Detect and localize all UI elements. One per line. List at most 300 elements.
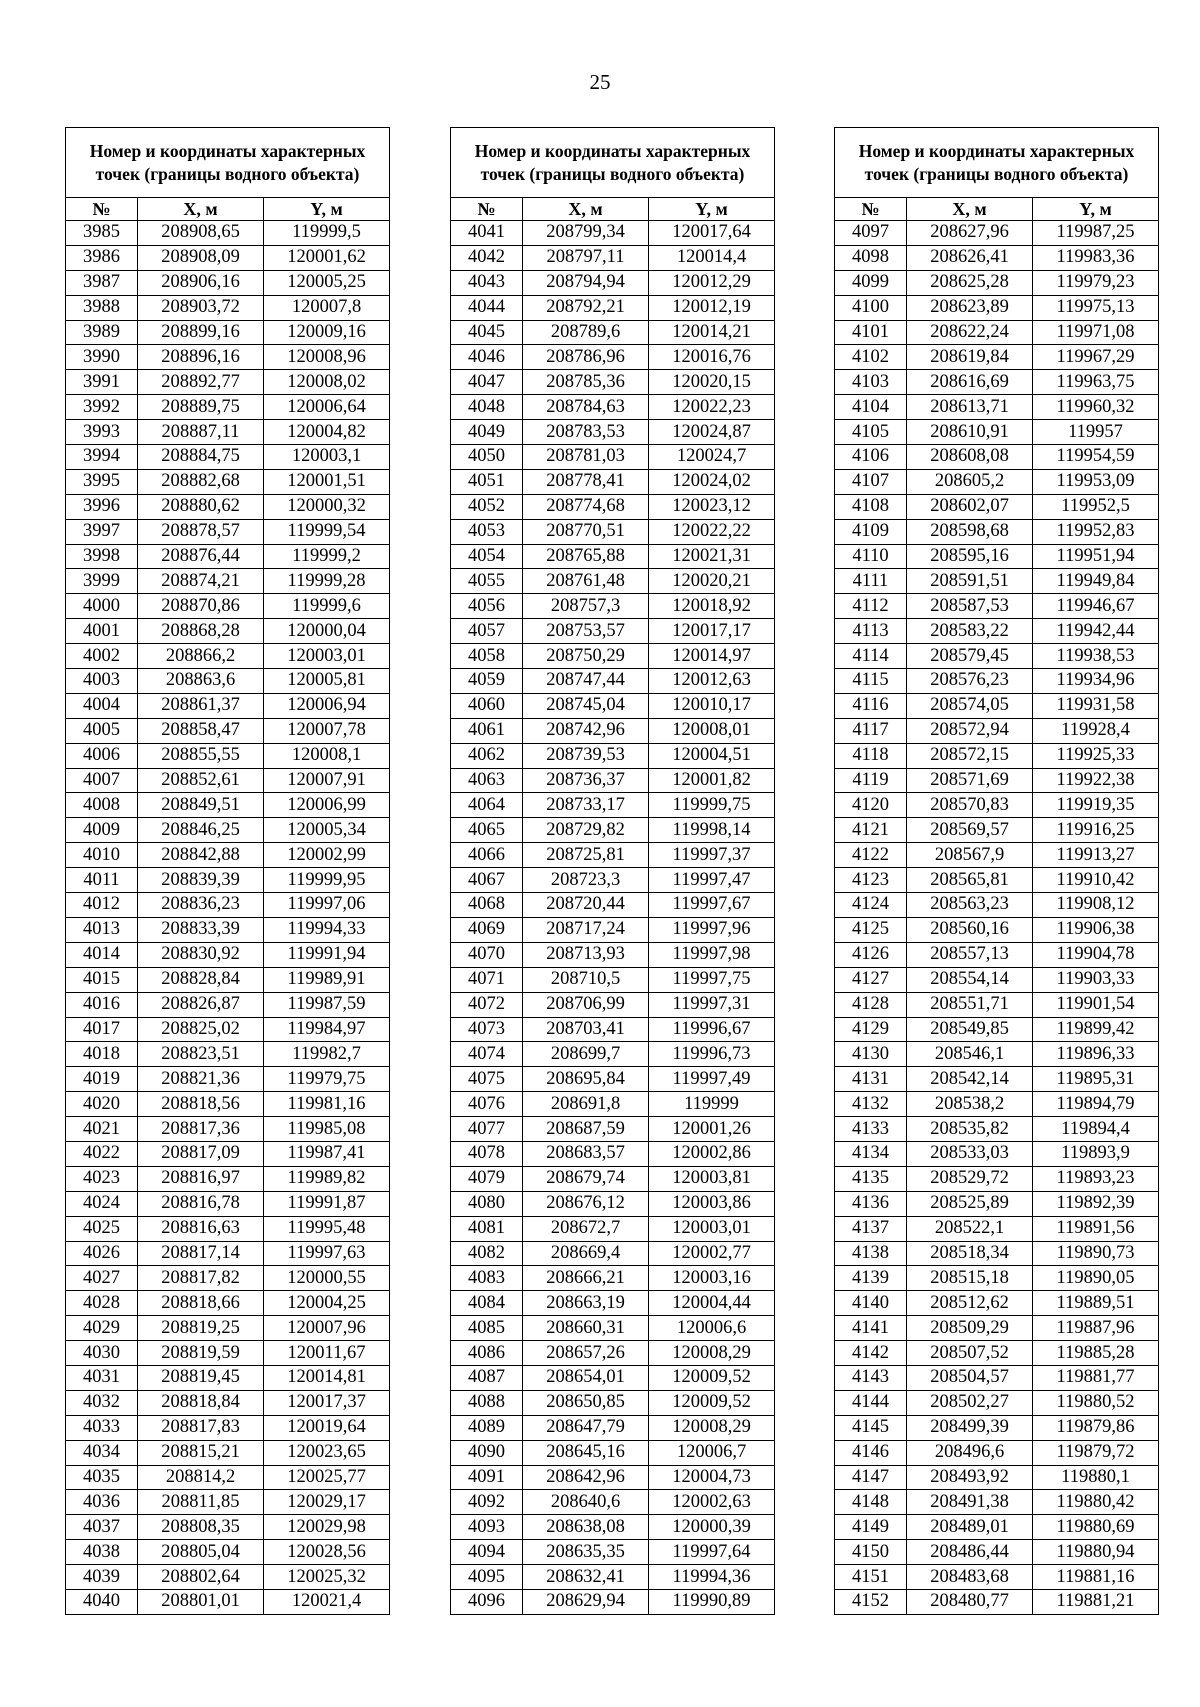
- cell-point-number: 4037: [66, 1515, 138, 1540]
- cell-point-number: 4042: [451, 245, 523, 270]
- cell-y: 119999,54: [264, 519, 390, 544]
- cell-point-number: 4137: [835, 1216, 907, 1241]
- table-row: [451, 544, 775, 569]
- table-row: [835, 967, 1159, 992]
- cell-point-number: 4145: [835, 1415, 907, 1440]
- cell-y: 120020,15: [649, 370, 775, 395]
- cell-point-number: 4023: [66, 1166, 138, 1191]
- cell-y: 119880,1: [1033, 1465, 1159, 1490]
- cell-x: 208654,01: [523, 1365, 649, 1390]
- cell-y: 119899,42: [1033, 1017, 1159, 1042]
- cell-y: 120006,7: [649, 1440, 775, 1465]
- table-row: [835, 1565, 1159, 1590]
- cell-x: 208570,83: [907, 793, 1033, 818]
- cell-x: 208799,34: [523, 221, 649, 246]
- table-row: [835, 917, 1159, 942]
- table-row: [66, 1589, 390, 1614]
- cell-x: 208660,31: [523, 1316, 649, 1341]
- table-body: [451, 221, 775, 1615]
- cell-y: 119983,36: [1033, 245, 1159, 270]
- cell-x: 208786,96: [523, 345, 649, 370]
- cell-y: 119880,52: [1033, 1390, 1159, 1415]
- cell-x: 208736,37: [523, 768, 649, 793]
- cell-point-number: 3993: [66, 420, 138, 445]
- cell-x: 208880,62: [138, 494, 264, 519]
- cell-y: 119985,08: [264, 1117, 390, 1142]
- table-row: [835, 1216, 1159, 1241]
- coordinates-table-2: [450, 127, 775, 1615]
- cell-point-number: 4021: [66, 1117, 138, 1142]
- cell-y: 120005,25: [264, 270, 390, 295]
- cell-y: 120003,81: [649, 1166, 775, 1191]
- cell-y: 120024,02: [649, 469, 775, 494]
- cell-x: 208802,64: [138, 1565, 264, 1590]
- table-row: [835, 644, 1159, 669]
- table-row: [451, 1465, 775, 1490]
- table-row: [835, 619, 1159, 644]
- cell-y: 119989,82: [264, 1166, 390, 1191]
- table-row: [835, 992, 1159, 1017]
- table-row: [66, 1515, 390, 1540]
- cell-y: 119928,4: [1033, 718, 1159, 743]
- cell-point-number: 4074: [451, 1042, 523, 1067]
- table-row: [451, 693, 775, 718]
- cell-point-number: 4097: [835, 221, 907, 246]
- cell-y: 120014,81: [264, 1365, 390, 1390]
- cell-y: 119994,36: [649, 1565, 775, 1590]
- table-row: [66, 1540, 390, 1565]
- cell-x: 208808,35: [138, 1515, 264, 1540]
- cell-point-number: 3986: [66, 245, 138, 270]
- cell-point-number: 4103: [835, 370, 907, 395]
- table-header-title: Номер и координаты характерных точек (границы водного объекта): [451, 128, 775, 198]
- table-row: [451, 345, 775, 370]
- cell-x: 208778,41: [523, 469, 649, 494]
- cell-y: 119895,31: [1033, 1067, 1159, 1092]
- cell-point-number: 4050: [451, 445, 523, 470]
- cell-y: 119913,27: [1033, 843, 1159, 868]
- cell-point-number: 4138: [835, 1241, 907, 1266]
- cell-x: 208638,08: [523, 1515, 649, 1540]
- cell-x: 208623,89: [907, 295, 1033, 320]
- cell-y: 120004,73: [649, 1465, 775, 1490]
- table-row: [451, 420, 775, 445]
- cell-y: 119919,35: [1033, 793, 1159, 818]
- cell-point-number: 4106: [835, 445, 907, 470]
- cell-x: 208908,09: [138, 245, 264, 270]
- table-row: [66, 718, 390, 743]
- cell-y: 120004,25: [264, 1291, 390, 1316]
- cell-point-number: 4030: [66, 1341, 138, 1366]
- cell-point-number: 4098: [835, 245, 907, 270]
- cell-y: 120011,67: [264, 1341, 390, 1366]
- table-row: [66, 1216, 390, 1241]
- cell-y: 120012,29: [649, 270, 775, 295]
- cell-x: 208750,29: [523, 644, 649, 669]
- cell-point-number: 4139: [835, 1266, 907, 1291]
- cell-y: 120001,51: [264, 469, 390, 494]
- cell-point-number: 4038: [66, 1540, 138, 1565]
- cell-point-number: 4033: [66, 1415, 138, 1440]
- column-header-x: X, м: [138, 198, 264, 221]
- table-row: [66, 1166, 390, 1191]
- cell-point-number: 4131: [835, 1067, 907, 1092]
- table-row: [451, 1440, 775, 1465]
- table-row: [835, 1490, 1159, 1515]
- cell-y: 120014,21: [649, 320, 775, 345]
- table-row: [66, 420, 390, 445]
- cell-y: 120029,17: [264, 1490, 390, 1515]
- cell-point-number: 3997: [66, 519, 138, 544]
- cell-x: 208595,16: [907, 544, 1033, 569]
- cell-x: 208504,57: [907, 1365, 1033, 1390]
- cell-x: 208792,21: [523, 295, 649, 320]
- cell-y: 120006,99: [264, 793, 390, 818]
- cell-x: 208785,36: [523, 370, 649, 395]
- cell-x: 208512,62: [907, 1291, 1033, 1316]
- table-row: [66, 1465, 390, 1490]
- cell-x: 208794,94: [523, 270, 649, 295]
- cell-y: 119879,86: [1033, 1415, 1159, 1440]
- cell-y: 120007,78: [264, 718, 390, 743]
- table-row: [66, 345, 390, 370]
- cell-x: 208608,08: [907, 445, 1033, 470]
- cell-y: 120008,01: [649, 718, 775, 743]
- table-body: [835, 221, 1159, 1615]
- cell-y: 119995,48: [264, 1216, 390, 1241]
- table-row: [835, 693, 1159, 718]
- table-row: [451, 1166, 775, 1191]
- cell-y: 120019,64: [264, 1415, 390, 1440]
- cell-y: 119981,16: [264, 1092, 390, 1117]
- cell-y: 120017,64: [649, 221, 775, 246]
- cell-x: 208706,99: [523, 992, 649, 1017]
- cell-point-number: 4040: [66, 1589, 138, 1614]
- cell-point-number: 4009: [66, 818, 138, 843]
- cell-point-number: 4002: [66, 644, 138, 669]
- cell-point-number: 4025: [66, 1216, 138, 1241]
- cell-y: 120001,82: [649, 768, 775, 793]
- cell-point-number: 4152: [835, 1589, 907, 1614]
- cell-point-number: 4010: [66, 843, 138, 868]
- cell-y: 119987,59: [264, 992, 390, 1017]
- cell-y: 119997,49: [649, 1067, 775, 1092]
- cell-point-number: 4019: [66, 1067, 138, 1092]
- cell-x: 208626,41: [907, 245, 1033, 270]
- table-row: [66, 1141, 390, 1166]
- cell-y: 119987,41: [264, 1141, 390, 1166]
- table-row: [66, 942, 390, 967]
- table-row: [66, 1291, 390, 1316]
- cell-point-number: 4148: [835, 1490, 907, 1515]
- table-row: [451, 1316, 775, 1341]
- table-row: [835, 1589, 1159, 1614]
- cell-point-number: 4093: [451, 1515, 523, 1540]
- cell-x: 208533,03: [907, 1141, 1033, 1166]
- table-row: [835, 569, 1159, 594]
- cell-y: 119890,73: [1033, 1241, 1159, 1266]
- cell-y: 119881,77: [1033, 1365, 1159, 1390]
- cell-y: 120009,52: [649, 1365, 775, 1390]
- cell-y: 120024,7: [649, 445, 775, 470]
- table-row: [66, 1316, 390, 1341]
- cell-x: 208819,45: [138, 1365, 264, 1390]
- table-row: [451, 1490, 775, 1515]
- cell-point-number: 4124: [835, 893, 907, 918]
- table-row: [66, 693, 390, 718]
- cell-point-number: 4071: [451, 967, 523, 992]
- cell-point-number: 4115: [835, 669, 907, 694]
- cell-x: 208538,2: [907, 1092, 1033, 1117]
- table-row: [451, 1540, 775, 1565]
- table-row: [451, 917, 775, 942]
- cell-y: 120001,62: [264, 245, 390, 270]
- cell-point-number: 3989: [66, 320, 138, 345]
- table-row: [835, 494, 1159, 519]
- cell-x: 208823,51: [138, 1042, 264, 1067]
- cell-x: 208683,57: [523, 1141, 649, 1166]
- cell-point-number: 4006: [66, 743, 138, 768]
- table-row: [835, 270, 1159, 295]
- cell-y: 120021,31: [649, 544, 775, 569]
- table-row: [66, 644, 390, 669]
- cell-x: 208863,6: [138, 669, 264, 694]
- cell-y: 119881,21: [1033, 1589, 1159, 1614]
- cell-y: 119999,28: [264, 569, 390, 594]
- cell-point-number: 4066: [451, 843, 523, 868]
- cell-y: 119998,14: [649, 818, 775, 843]
- coordinates-table-3: [834, 127, 1159, 1615]
- cell-x: 208551,71: [907, 992, 1033, 1017]
- table-row: [451, 1341, 775, 1366]
- cell-point-number: 3995: [66, 469, 138, 494]
- cell-x: 208576,23: [907, 669, 1033, 694]
- cell-y: 119934,96: [1033, 669, 1159, 694]
- cell-y: 120001,26: [649, 1117, 775, 1142]
- table-row: [835, 1266, 1159, 1291]
- cell-y: 119997,06: [264, 893, 390, 918]
- cell-y: 120008,1: [264, 743, 390, 768]
- table-row: [66, 370, 390, 395]
- table-row: [451, 569, 775, 594]
- table-row: [835, 519, 1159, 544]
- table-row: [66, 1241, 390, 1266]
- cell-x: 208491,38: [907, 1490, 1033, 1515]
- cell-x: 208866,2: [138, 644, 264, 669]
- cell-x: 208874,21: [138, 569, 264, 594]
- column-header-y: Y, м: [264, 198, 390, 221]
- cell-x: 208858,47: [138, 718, 264, 743]
- cell-point-number: 4140: [835, 1291, 907, 1316]
- cell-x: 208729,82: [523, 818, 649, 843]
- cell-x: 208591,51: [907, 569, 1033, 594]
- cell-x: 208507,52: [907, 1341, 1033, 1366]
- cell-point-number: 4005: [66, 718, 138, 743]
- cell-point-number: 4109: [835, 519, 907, 544]
- table-row: [835, 445, 1159, 470]
- table-row: [451, 270, 775, 295]
- table-row: [835, 1341, 1159, 1366]
- cell-y: 120008,29: [649, 1415, 775, 1440]
- cell-y: 119997,63: [264, 1241, 390, 1266]
- cell-x: 208818,66: [138, 1291, 264, 1316]
- cell-y: 119989,91: [264, 967, 390, 992]
- cell-x: 208579,45: [907, 644, 1033, 669]
- cell-point-number: 4092: [451, 1490, 523, 1515]
- cell-y: 120012,63: [649, 669, 775, 694]
- table-row: [66, 768, 390, 793]
- cell-x: 208884,75: [138, 445, 264, 470]
- table-row: [451, 793, 775, 818]
- table-row: [835, 818, 1159, 843]
- table-row: [835, 245, 1159, 270]
- cell-point-number: 4064: [451, 793, 523, 818]
- cell-y: 119893,23: [1033, 1166, 1159, 1191]
- cell-point-number: 4081: [451, 1216, 523, 1241]
- cell-y: 119916,25: [1033, 818, 1159, 843]
- cell-x: 208635,35: [523, 1540, 649, 1565]
- table-row: [66, 569, 390, 594]
- table-row: [451, 1117, 775, 1142]
- cell-point-number: 4095: [451, 1565, 523, 1590]
- cell-point-number: 4089: [451, 1415, 523, 1440]
- cell-point-number: 4100: [835, 295, 907, 320]
- cell-x: 208814,2: [138, 1465, 264, 1490]
- table-row: [66, 494, 390, 519]
- cell-x: 208613,71: [907, 395, 1033, 420]
- cell-y: 120029,98: [264, 1515, 390, 1540]
- cell-x: 208753,57: [523, 619, 649, 644]
- table-row: [66, 469, 390, 494]
- cell-y: 119997,67: [649, 893, 775, 918]
- table-row: [451, 1216, 775, 1241]
- table-row: [835, 768, 1159, 793]
- table-row: [835, 544, 1159, 569]
- cell-x: 208535,82: [907, 1117, 1033, 1142]
- cell-x: 208816,97: [138, 1166, 264, 1191]
- column-header-number: №: [451, 198, 523, 221]
- cell-x: 208839,39: [138, 868, 264, 893]
- cell-y: 119963,75: [1033, 370, 1159, 395]
- cell-y: 119997,96: [649, 917, 775, 942]
- cell-x: 208557,13: [907, 942, 1033, 967]
- cell-y: 120005,34: [264, 818, 390, 843]
- cell-point-number: 3987: [66, 270, 138, 295]
- table-row: [66, 1440, 390, 1465]
- cell-point-number: 4107: [835, 469, 907, 494]
- cell-y: 119999,75: [649, 793, 775, 818]
- table-row: [451, 245, 775, 270]
- cell-y: 119908,12: [1033, 893, 1159, 918]
- table-row: [451, 768, 775, 793]
- cell-x: 208522,1: [907, 1216, 1033, 1241]
- cell-y: 119891,56: [1033, 1216, 1159, 1241]
- cell-x: 208861,37: [138, 693, 264, 718]
- cell-x: 208650,85: [523, 1390, 649, 1415]
- table-row: [835, 1042, 1159, 1067]
- cell-y: 120010,17: [649, 693, 775, 718]
- table-row: [451, 743, 775, 768]
- cell-point-number: 4118: [835, 743, 907, 768]
- cell-x: 208821,36: [138, 1067, 264, 1092]
- cell-y: 119999,95: [264, 868, 390, 893]
- table-row: [66, 245, 390, 270]
- cell-x: 208899,16: [138, 320, 264, 345]
- cell-point-number: 4020: [66, 1092, 138, 1117]
- cell-point-number: 4015: [66, 967, 138, 992]
- table-row: [451, 893, 775, 918]
- cell-y: 119952,83: [1033, 519, 1159, 544]
- table-row: [66, 1067, 390, 1092]
- cell-point-number: 4067: [451, 868, 523, 893]
- cell-point-number: 4136: [835, 1191, 907, 1216]
- table-row: [835, 669, 1159, 694]
- cell-x: 208515,18: [907, 1266, 1033, 1291]
- table-row: [451, 1515, 775, 1540]
- table-row: [66, 793, 390, 818]
- cell-x: 208483,68: [907, 1565, 1033, 1590]
- table-row: [835, 718, 1159, 743]
- cell-point-number: 4110: [835, 544, 907, 569]
- cell-x: 208801,01: [138, 1589, 264, 1614]
- cell-y: 120003,1: [264, 445, 390, 470]
- cell-point-number: 4132: [835, 1092, 907, 1117]
- cell-x: 208815,21: [138, 1440, 264, 1465]
- cell-y: 119879,72: [1033, 1440, 1159, 1465]
- cell-y: 119954,59: [1033, 445, 1159, 470]
- cell-point-number: 4090: [451, 1440, 523, 1465]
- table-row: [66, 1390, 390, 1415]
- cell-point-number: 4004: [66, 693, 138, 718]
- cell-point-number: 4065: [451, 818, 523, 843]
- cell-x: 208781,03: [523, 445, 649, 470]
- table-row: [451, 1291, 775, 1316]
- cell-point-number: 4141: [835, 1316, 907, 1341]
- cell-x: 208546,1: [907, 1042, 1033, 1067]
- cell-y: 120003,01: [649, 1216, 775, 1241]
- cell-x: 208598,68: [907, 519, 1033, 544]
- cell-point-number: 4053: [451, 519, 523, 544]
- table-row: [66, 221, 390, 246]
- cell-point-number: 4080: [451, 1191, 523, 1216]
- cell-point-number: 4091: [451, 1465, 523, 1490]
- cell-point-number: 4034: [66, 1440, 138, 1465]
- cell-point-number: 3991: [66, 370, 138, 395]
- cell-x: 208878,57: [138, 519, 264, 544]
- cell-point-number: 4031: [66, 1365, 138, 1390]
- cell-x: 208560,16: [907, 917, 1033, 942]
- table-row: [835, 469, 1159, 494]
- cell-y: 119982,7: [264, 1042, 390, 1067]
- cell-y: 119889,51: [1033, 1291, 1159, 1316]
- cell-x: 208713,93: [523, 942, 649, 967]
- cell-x: 208679,74: [523, 1166, 649, 1191]
- cell-y: 120003,86: [649, 1191, 775, 1216]
- table-row: [66, 619, 390, 644]
- table-row: [835, 345, 1159, 370]
- cell-point-number: 4085: [451, 1316, 523, 1341]
- cell-point-number: 4028: [66, 1291, 138, 1316]
- cell-point-number: 4061: [451, 718, 523, 743]
- cell-x: 208572,94: [907, 718, 1033, 743]
- cell-point-number: 3998: [66, 544, 138, 569]
- cell-x: 208669,4: [523, 1241, 649, 1266]
- cell-x: 208836,23: [138, 893, 264, 918]
- cell-x: 208619,84: [907, 345, 1033, 370]
- table-row: [451, 992, 775, 1017]
- cell-x: 208774,68: [523, 494, 649, 519]
- cell-point-number: 4114: [835, 644, 907, 669]
